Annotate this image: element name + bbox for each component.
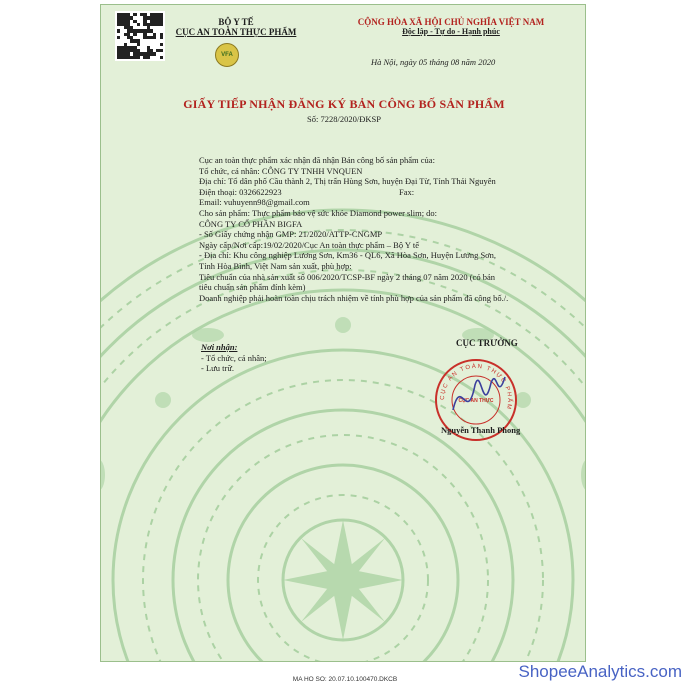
issuer-header [161,17,311,37]
factory-address-line-1: - Địa chỉ: Khu công nghiệp Lương Sơn, Km36 - QL6, Xã Hòa Sơn, Huyện Lương Sơn, [199,250,497,261]
country-name: CỘNG HÒA XÃ HỘI CHỦ NGHĨA VIỆT NAM [357,17,545,27]
product-line: Cho sản phẩm: Thực phẩm bảo vệ sức khỏe Diamond power slim; do: [199,207,438,218]
signer-position: CỤC TRƯỞNG [456,338,518,348]
recipient-item: - Lưu trữ. [201,363,235,373]
document-body [199,155,508,303]
national-motto: Độc lập - Tự do - Hạnh phúc [402,27,500,36]
document-page [100,4,586,662]
organization-line: Tổ chức, cá nhân: CÔNG TY TNHH VNQUEN [199,165,363,176]
factory-address-line-2: Tỉnh Hòa Bình, Việt Nam sản xuất, phù hợp: [199,260,352,271]
agency-name: CỤC AN TOÀN THỰC PHẨM [175,27,297,37]
recipients-heading: Nơi nhận: [201,342,238,352]
document-title: GIẤY TIẾP NHẬN ĐĂNG KÝ BẢN CÔNG BỐ SẢN PHẨM [183,97,505,111]
record-code: MA HO SO: 20.07.10.100470.DKCB [292,676,398,683]
email-line: Email: vuhuyenn98@gmail.com [199,197,310,208]
address-line: Địa chỉ: Tổ dân phố Cầu thành 2, Thị trấn Hùng Sơn, huyện Đại Từ, Tỉnh Thái Nguyên [199,176,496,187]
phone-fax-line [199,187,508,198]
standard-line-2: tiêu chuẩn sản phẩm đính kèm) [199,282,306,293]
fax-line: Fax: [399,186,415,197]
gmp-date-line: Ngày cấp/Nơi cấp:19/02/2020/Cục An toàn thực phẩm – Bộ Y tế [199,239,419,250]
standard-line-1: Tiêu chuẩn của nhà sản xuất số 006/2020/TCSP-BF ngày 2 tháng 07 năm 2020 (có bản [199,271,495,282]
phone-line: Điện thoại: 0326622923 [199,186,282,197]
agency-logo [215,43,239,67]
gmp-line: - Số Giấy chứng nhận GMP: 21/2020/ATTP-CNGMP [199,229,383,240]
manufacturer-line: CÔNG TY CỔ PHẦN BIGFA [199,218,303,229]
agency-logo-text: VFA [221,52,233,58]
recipients-block [201,342,267,374]
national-header [331,17,571,36]
watermark-text: ShopeeAnalytics.com [518,662,682,681]
qr-module [160,56,163,59]
issue-date: Hà Nội, ngày 05 tháng 08 năm 2020 [371,57,496,67]
signer-name: Nguyễn Thanh Phong [441,425,521,435]
svg-text:CỤC AN TOÀN THỰC PHẨM: CỤC AN TOÀN THỰC PHẨM [439,363,513,411]
ministry-name: BỘ Y TẾ [218,17,254,27]
qr-code [115,11,165,61]
responsibility-line: Doanh nghiệp phải hoàn toàn chịu trách nhiệm về tính phù hợp của sản phẩm đã công bố./. [199,292,509,303]
intro-line: Cục an toàn thực phẩm xác nhận đã nhận Bản công bố sản phẩm của: [199,155,435,165]
svg-text:CỤC AN THỰC: CỤC AN THỰC [458,398,494,404]
recipient-item: - Tổ chức, cá nhân; [201,352,267,363]
document-number: Số: 7228/2020/ĐKSP [307,114,381,124]
